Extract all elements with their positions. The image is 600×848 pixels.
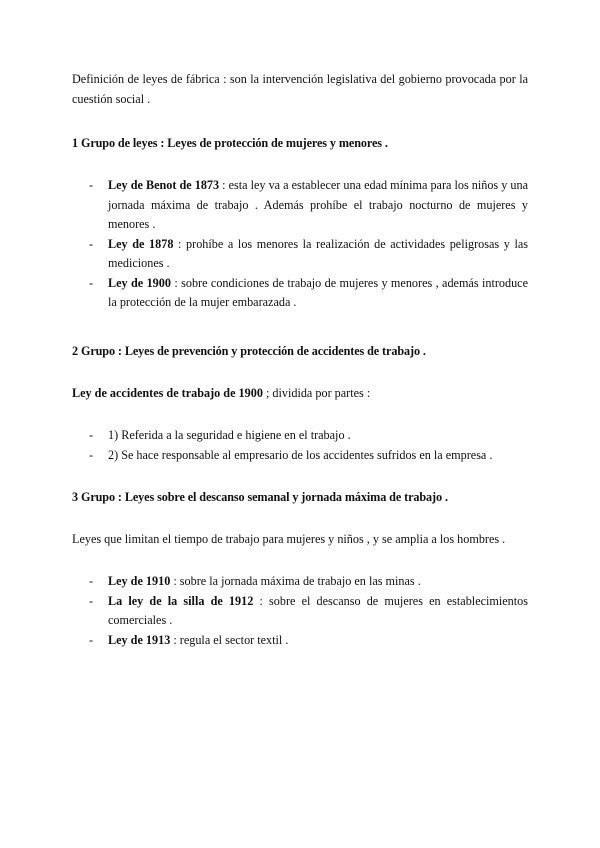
list-item [72, 592, 528, 631]
bullet-dash: - [89, 574, 94, 588]
item-text: 1) Referida a la seguridad e higiene en el trabajo . [108, 428, 351, 442]
group1-heading: 1 Grupo de leyes : Leyes de protección de mujeres y menores . [72, 136, 388, 150]
law-name: Ley de 1913 [108, 632, 171, 647]
group3-list [72, 572, 528, 650]
group1-list [72, 176, 528, 313]
list-item [72, 426, 528, 446]
group3-heading: 3 Grupo : Leyes sobre el descanso semanal y jornada máxima de trabajo . [72, 490, 448, 504]
law-name: Ley de 1910 [108, 574, 171, 588]
law-description: : regula el sector textil . [170, 632, 289, 647]
law-description: ; dividida por partes : [262, 386, 371, 400]
law-description: : sobre la jornada máxima de trabajo en las minas . [170, 574, 421, 588]
law-description: : prohíbe a los menores la realización de actividades peligrosas y las mediciones . [108, 236, 528, 270]
bullet-dash: - [89, 236, 94, 251]
law-description: : sobre condiciones de trabajo de mujeres y menores , además introduce la protección de la mujer embarazada . [108, 275, 528, 309]
bullet-dash: - [89, 632, 94, 647]
item-text: 2) Se hace responsable al empresario de los accidentes sufridos en la empresa . [108, 447, 493, 462]
list-item [72, 572, 528, 592]
group2-list [72, 426, 528, 465]
group2-heading: 2 Grupo : Leyes de prevención y protección de accidentes de trabajo . [72, 344, 426, 358]
bullet-dash: - [89, 178, 94, 192]
list-item [72, 176, 528, 235]
bullet-dash: - [89, 428, 94, 442]
list-item [72, 274, 528, 313]
list-item [72, 235, 528, 274]
law-name: Ley de Benot de 1873 [108, 178, 220, 192]
law-name: Ley de 1900 [108, 275, 171, 290]
group3-intro: Leyes que limitan el tiempo de trabajo para mujeres y niños , y se amplia a los hombres . [72, 532, 506, 546]
intro-paragraph: Definición de leyes de fábrica : son la intervención legislativa del gobierno provocada por la cuestión social . [72, 72, 528, 106]
law-name: Ley de accidentes de trabajo de 1900 [72, 386, 263, 400]
bullet-dash: - [89, 593, 94, 608]
law-name: La ley de la silla de 1912 [108, 593, 254, 608]
law-description: : sobre el descanso de mujeres en establecimientos comerciales . [108, 593, 528, 627]
law-description: : esta ley va a establecer una edad mínima para los niños y una jornada máxima de trabajo . Además prohíbe el trabajo nocturno de mujeres y menores . [108, 178, 528, 231]
law-name: Ley de 1878 [108, 236, 174, 251]
list-item [72, 631, 528, 651]
group2-law-line [72, 384, 528, 404]
bullet-dash: - [89, 447, 94, 462]
bullet-dash: - [89, 275, 94, 290]
list-item [72, 446, 528, 466]
